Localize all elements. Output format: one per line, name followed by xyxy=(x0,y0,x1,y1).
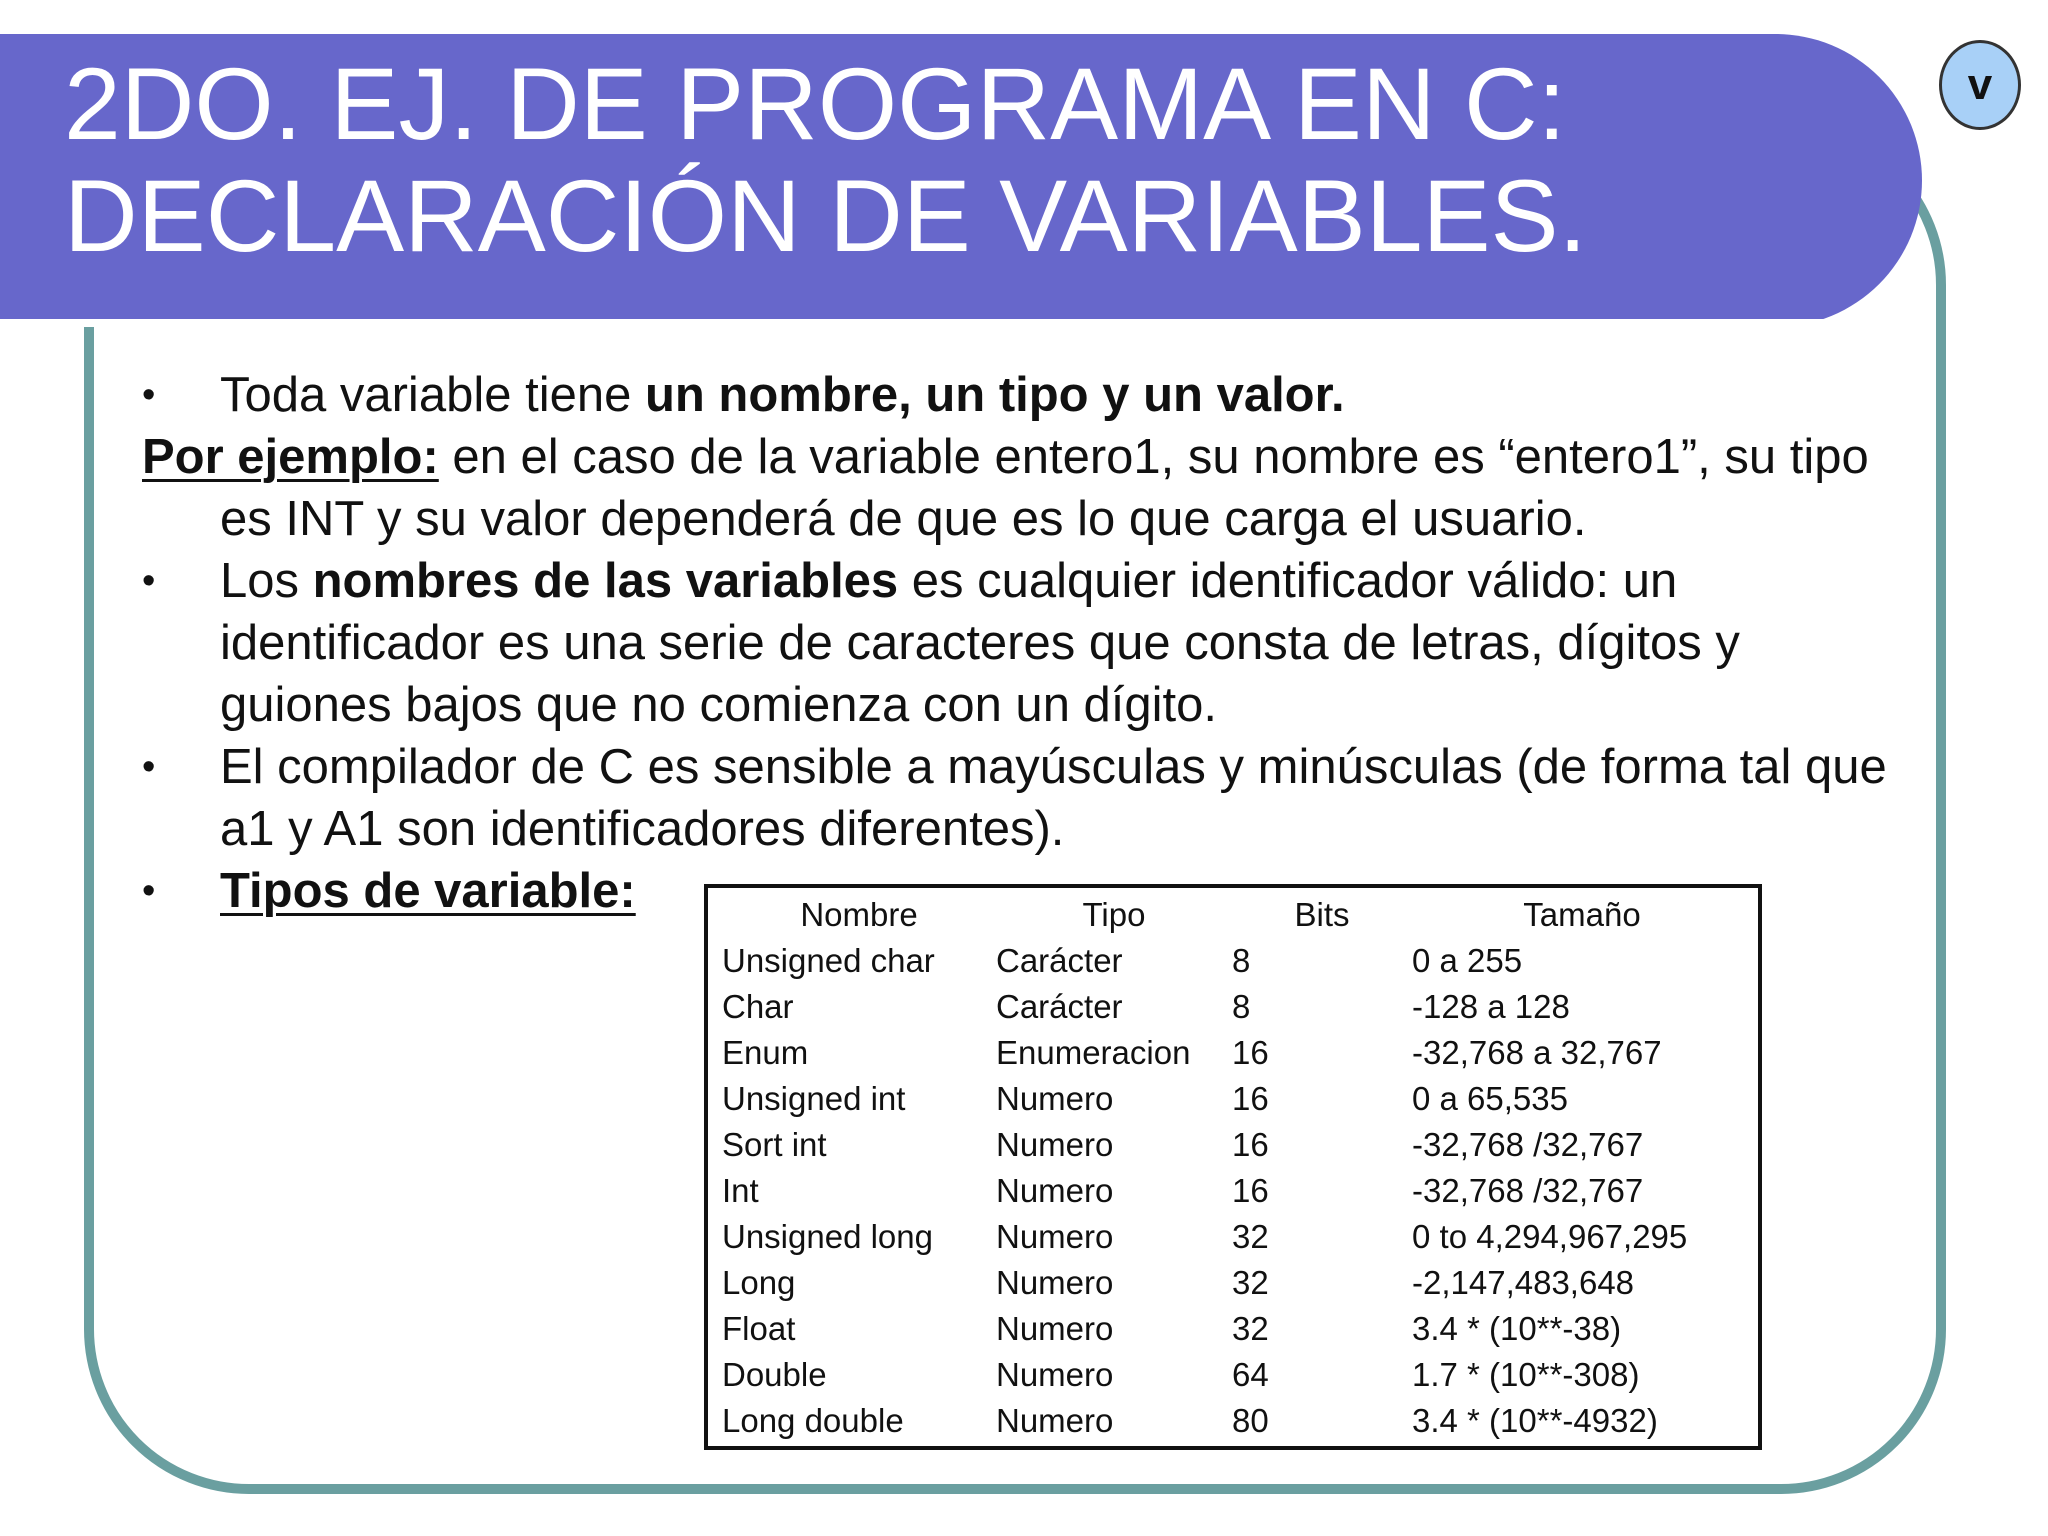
cell-tamano: 3.4 * (10**-4932) xyxy=(1412,1402,1658,1439)
table-row xyxy=(722,1214,1752,1260)
bullet-3-text: El compilador de C es sensible a mayúsculas y minúsculas (de forma tal que a1 y A1 son identificadores diferentes). xyxy=(220,740,1887,856)
cell-nombre: Sort int xyxy=(722,1126,827,1163)
cell-bits: 16 xyxy=(1232,1126,1269,1163)
cell-nombre: Unsigned long xyxy=(722,1218,933,1255)
example-paragraph xyxy=(142,426,1902,550)
bullet-dot: • xyxy=(142,560,156,602)
table-body xyxy=(722,938,1752,1444)
cell-tipo: Numero xyxy=(996,1172,1114,1209)
cell-nombre: Int xyxy=(722,1172,759,1209)
cell-tamano: -32,768 a 32,767 xyxy=(1412,1034,1662,1071)
cell-bits: 32 xyxy=(1232,1218,1269,1255)
table-row xyxy=(722,1260,1752,1306)
cell-nombre: Unsigned int xyxy=(722,1080,906,1117)
cell-nombre: Long xyxy=(722,1264,796,1301)
cell-tipo: Numero xyxy=(996,1080,1114,1117)
table-row xyxy=(722,1122,1752,1168)
table-row xyxy=(722,1398,1752,1444)
cell-tamano: 3.4 * (10**-38) xyxy=(1412,1310,1622,1347)
slide-body xyxy=(142,364,1902,922)
title-underline xyxy=(0,319,1823,327)
types-label: Tipos de variable: xyxy=(220,864,636,918)
cell-nombre: Long double xyxy=(722,1402,904,1439)
bullet-item-3 xyxy=(142,736,1902,860)
header-bits: Bits xyxy=(1294,896,1350,933)
cell-tipo: Carácter xyxy=(996,942,1123,979)
bullet-1-text: Toda variable tiene xyxy=(220,368,645,422)
table-row xyxy=(722,1168,1752,1214)
cell-tamano: -128 a 128 xyxy=(1412,988,1570,1025)
cell-tipo: Numero xyxy=(996,1126,1114,1163)
bullet-2-pre: Los xyxy=(220,554,313,608)
table-header-row xyxy=(722,892,1752,938)
slide-title xyxy=(64,48,1587,272)
cell-tipo: Enumeracion xyxy=(996,1034,1191,1071)
cell-bits: 32 xyxy=(1232,1264,1269,1301)
bullet-2-post: es cualquier identificador válido: un identificador es una serie de caracteres que consta de letras, dígitos y guiones bajos que no comienza con un dígito. xyxy=(220,554,1740,732)
cell-nombre: Float xyxy=(722,1310,796,1347)
table-row xyxy=(722,1306,1752,1352)
cell-bits: 16 xyxy=(1232,1034,1269,1071)
example-text: en el caso de la variable entero1, su nombre es “entero1”, su tipo es INT y su valor dependerá de que es lo que carga el usuario. xyxy=(220,430,1869,546)
nav-badge-button[interactable]: v xyxy=(1939,40,2021,130)
cell-nombre: Enum xyxy=(722,1034,809,1071)
cell-bits: 64 xyxy=(1232,1356,1269,1393)
cell-bits: 80 xyxy=(1232,1402,1269,1439)
bullet-item-2 xyxy=(142,550,1902,736)
bullet-2-bold: nombres de las variables xyxy=(312,554,899,608)
bullet-1-bold: un nombre, un tipo y un valor. xyxy=(644,368,1345,422)
slide-title-line-2: DECLARACIÓN DE VARIABLES. xyxy=(64,159,1587,273)
cell-tipo: Numero xyxy=(996,1356,1114,1393)
bullet-dot: • xyxy=(142,746,156,788)
bullet-dot: • xyxy=(142,870,156,912)
cell-bits: 32 xyxy=(1232,1310,1269,1347)
bullet-dot: • xyxy=(142,374,156,416)
cell-tipo: Carácter xyxy=(996,988,1123,1025)
bullet-item-1 xyxy=(142,364,1902,426)
table-row xyxy=(722,1076,1752,1122)
cell-tamano: 0 a 65,535 xyxy=(1412,1080,1568,1117)
example-label: Por ejemplo: xyxy=(142,430,439,484)
cell-bits: 16 xyxy=(1232,1172,1269,1209)
cell-tamano: -2,147,483,648 xyxy=(1412,1264,1635,1301)
cell-bits: 8 xyxy=(1232,988,1251,1025)
cell-tipo: Numero xyxy=(996,1310,1114,1347)
cell-tamano: 1.7 * (10**-308) xyxy=(1412,1356,1640,1393)
header-nombre: Nombre xyxy=(800,896,918,933)
cell-tamano: -32,768 /32,767 xyxy=(1412,1172,1644,1209)
cell-tipo: Numero xyxy=(996,1218,1114,1255)
cell-bits: 8 xyxy=(1232,942,1251,979)
table-row xyxy=(722,1352,1752,1398)
cell-bits: 16 xyxy=(1232,1080,1269,1117)
variable-types-table xyxy=(704,884,1762,1450)
cell-tamano: 0 to 4,294,967,295 xyxy=(1412,1218,1688,1255)
cell-tamano: -32,768 /32,767 xyxy=(1412,1126,1644,1163)
table-row xyxy=(722,984,1752,1030)
cell-nombre: Double xyxy=(722,1356,827,1393)
cell-tipo: Numero xyxy=(996,1264,1114,1301)
cell-tipo: Numero xyxy=(996,1402,1114,1439)
cell-nombre: Char xyxy=(722,988,794,1025)
header-tipo: Tipo xyxy=(1082,896,1146,933)
slide-title-line-1: 2DO. EJ. DE PROGRAMA EN C: xyxy=(64,47,1566,161)
cell-nombre: Unsigned char xyxy=(722,942,935,979)
table-row xyxy=(722,1030,1752,1076)
cell-tamano: 0 a 255 xyxy=(1412,942,1523,979)
header-tamano: Tamaño xyxy=(1523,896,1641,933)
types-table-grid xyxy=(722,892,1752,1444)
table-row xyxy=(722,938,1752,984)
